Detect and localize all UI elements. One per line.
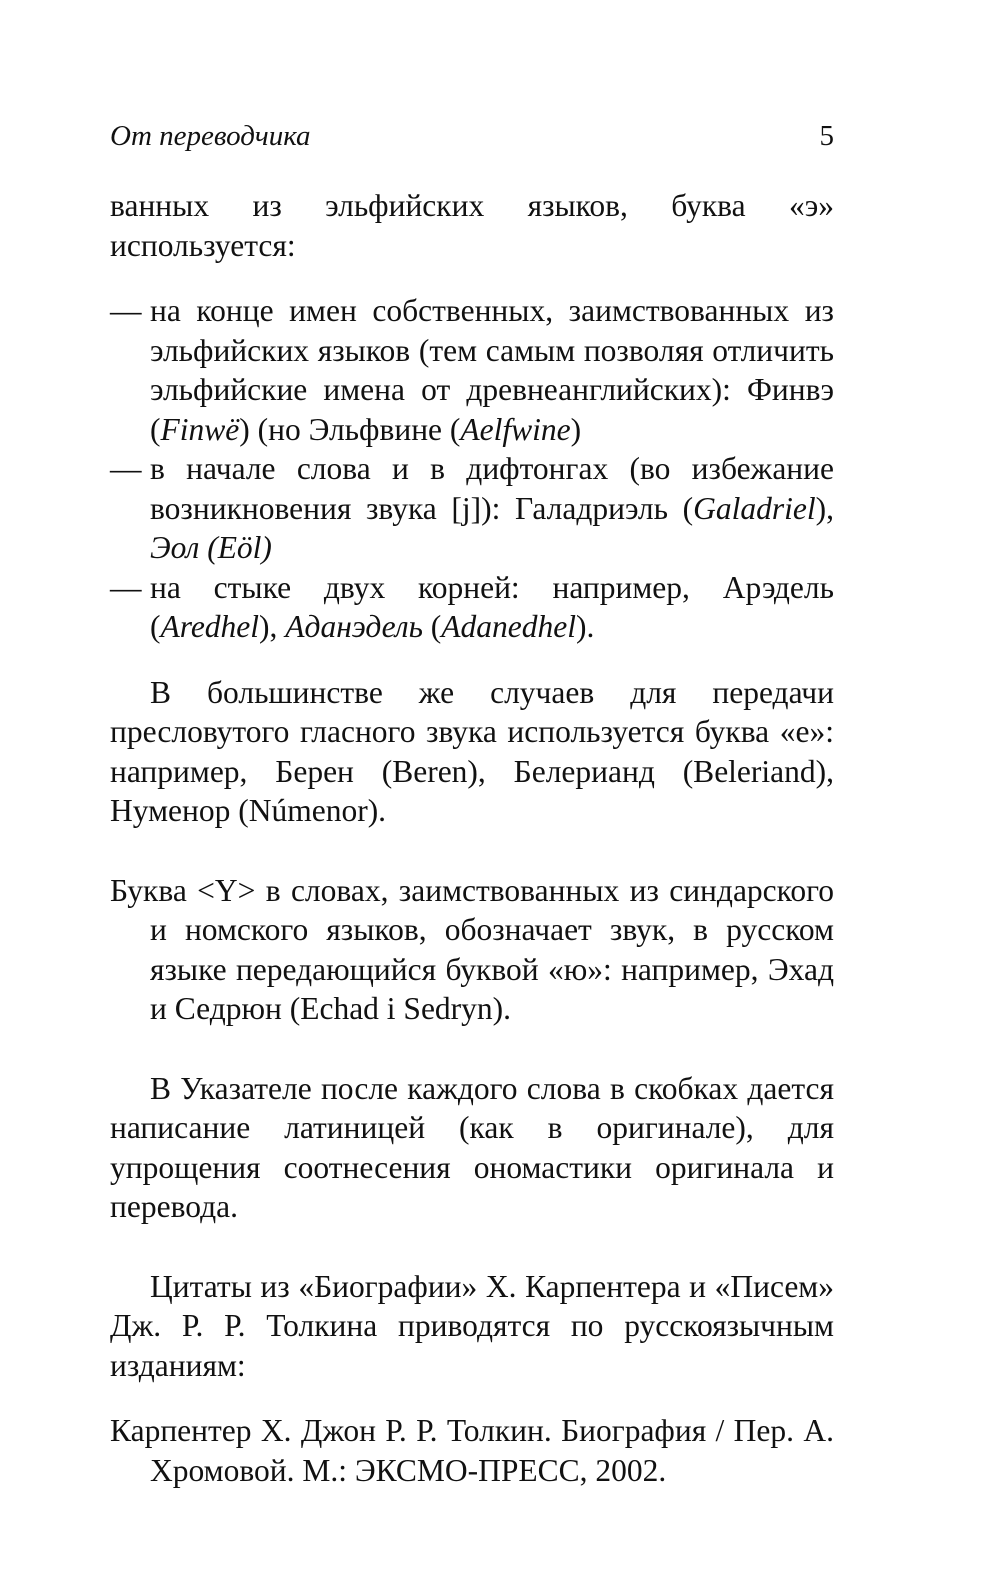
latin-term: Aelfwine xyxy=(460,411,571,447)
list-text: ) (но Эльфвине ( xyxy=(239,411,461,447)
list-text: на конце имен собственных, заимствованных из эльфийских языков (тем самым позволяя отличить эльфийские имена от древнеанглийских): Финвэ ( xyxy=(150,293,834,447)
list-dash: — xyxy=(110,451,142,486)
list-text: ), xyxy=(259,609,286,644)
latin-term: Aredhel xyxy=(160,609,260,644)
latin-term: Adanedhel xyxy=(441,609,577,644)
paragraph-citations: Цитаты из «Биографии» Х. Карпентера и «Писем» Дж. Р. Р. Толкина приводятся по русскоязычным изданиям: xyxy=(110,1268,834,1383)
body-text xyxy=(110,186,834,1490)
paragraph-y-letter: Буква <Y> в словах, заимствованных из синдарского и номского языков, обозначает звук, в русском языке передающийся буквой «ю»: например, Эхад и Седрюн (Echad i Sedryn). xyxy=(110,872,834,1026)
latin-term: Аданэдель xyxy=(285,609,423,644)
paragraph-text: ванных из эльфийских языков, буква «э» используется: xyxy=(110,188,834,263)
paragraph-index-note: В Указателе после каждого слова в скобках дается написание латиницей (как в оригинале), для упрощения соотнесения ономастики оригинала и перевода. xyxy=(110,1070,834,1224)
chapter-title: От переводчика xyxy=(110,120,311,152)
list-text: ) xyxy=(570,411,582,447)
running-head xyxy=(110,116,834,156)
list-dash: — xyxy=(110,569,142,605)
latin-term: Finwë xyxy=(160,411,240,447)
list-item xyxy=(110,568,834,647)
latin-term: Эол (Eöl) xyxy=(150,530,272,565)
list-text: ( xyxy=(422,609,442,644)
list-text: ). xyxy=(576,609,595,644)
latin-term: Galadriel xyxy=(693,490,816,526)
list-item xyxy=(110,291,834,449)
list-text: на стыке двух корней: например, Арэдель ( xyxy=(150,569,834,644)
bibliography-entry: Карпентер Х. Джон Р. Р. Толкин. Биография / Пер. А. Хромовой. М.: ЭКСМО-ПРЕСС, 2002. xyxy=(110,1413,834,1488)
list-dash: — xyxy=(110,293,142,328)
list-text: ), xyxy=(815,490,834,526)
page-number: 5 xyxy=(819,120,834,152)
list-text: в начале слова и в дифтонгах (во избежание возникновения звука [j]): Галадриэль ( xyxy=(150,451,834,526)
rules-list xyxy=(110,291,834,647)
paragraph-e-letter: В большинстве же случаев для передачи пресловутого гласного звука используется буква «е»: например, Берен (Beren), Белерианд (Beleriand), Нуменор (Númenor). xyxy=(110,674,834,828)
list-item xyxy=(110,449,834,568)
paragraph-continuation xyxy=(110,186,834,265)
